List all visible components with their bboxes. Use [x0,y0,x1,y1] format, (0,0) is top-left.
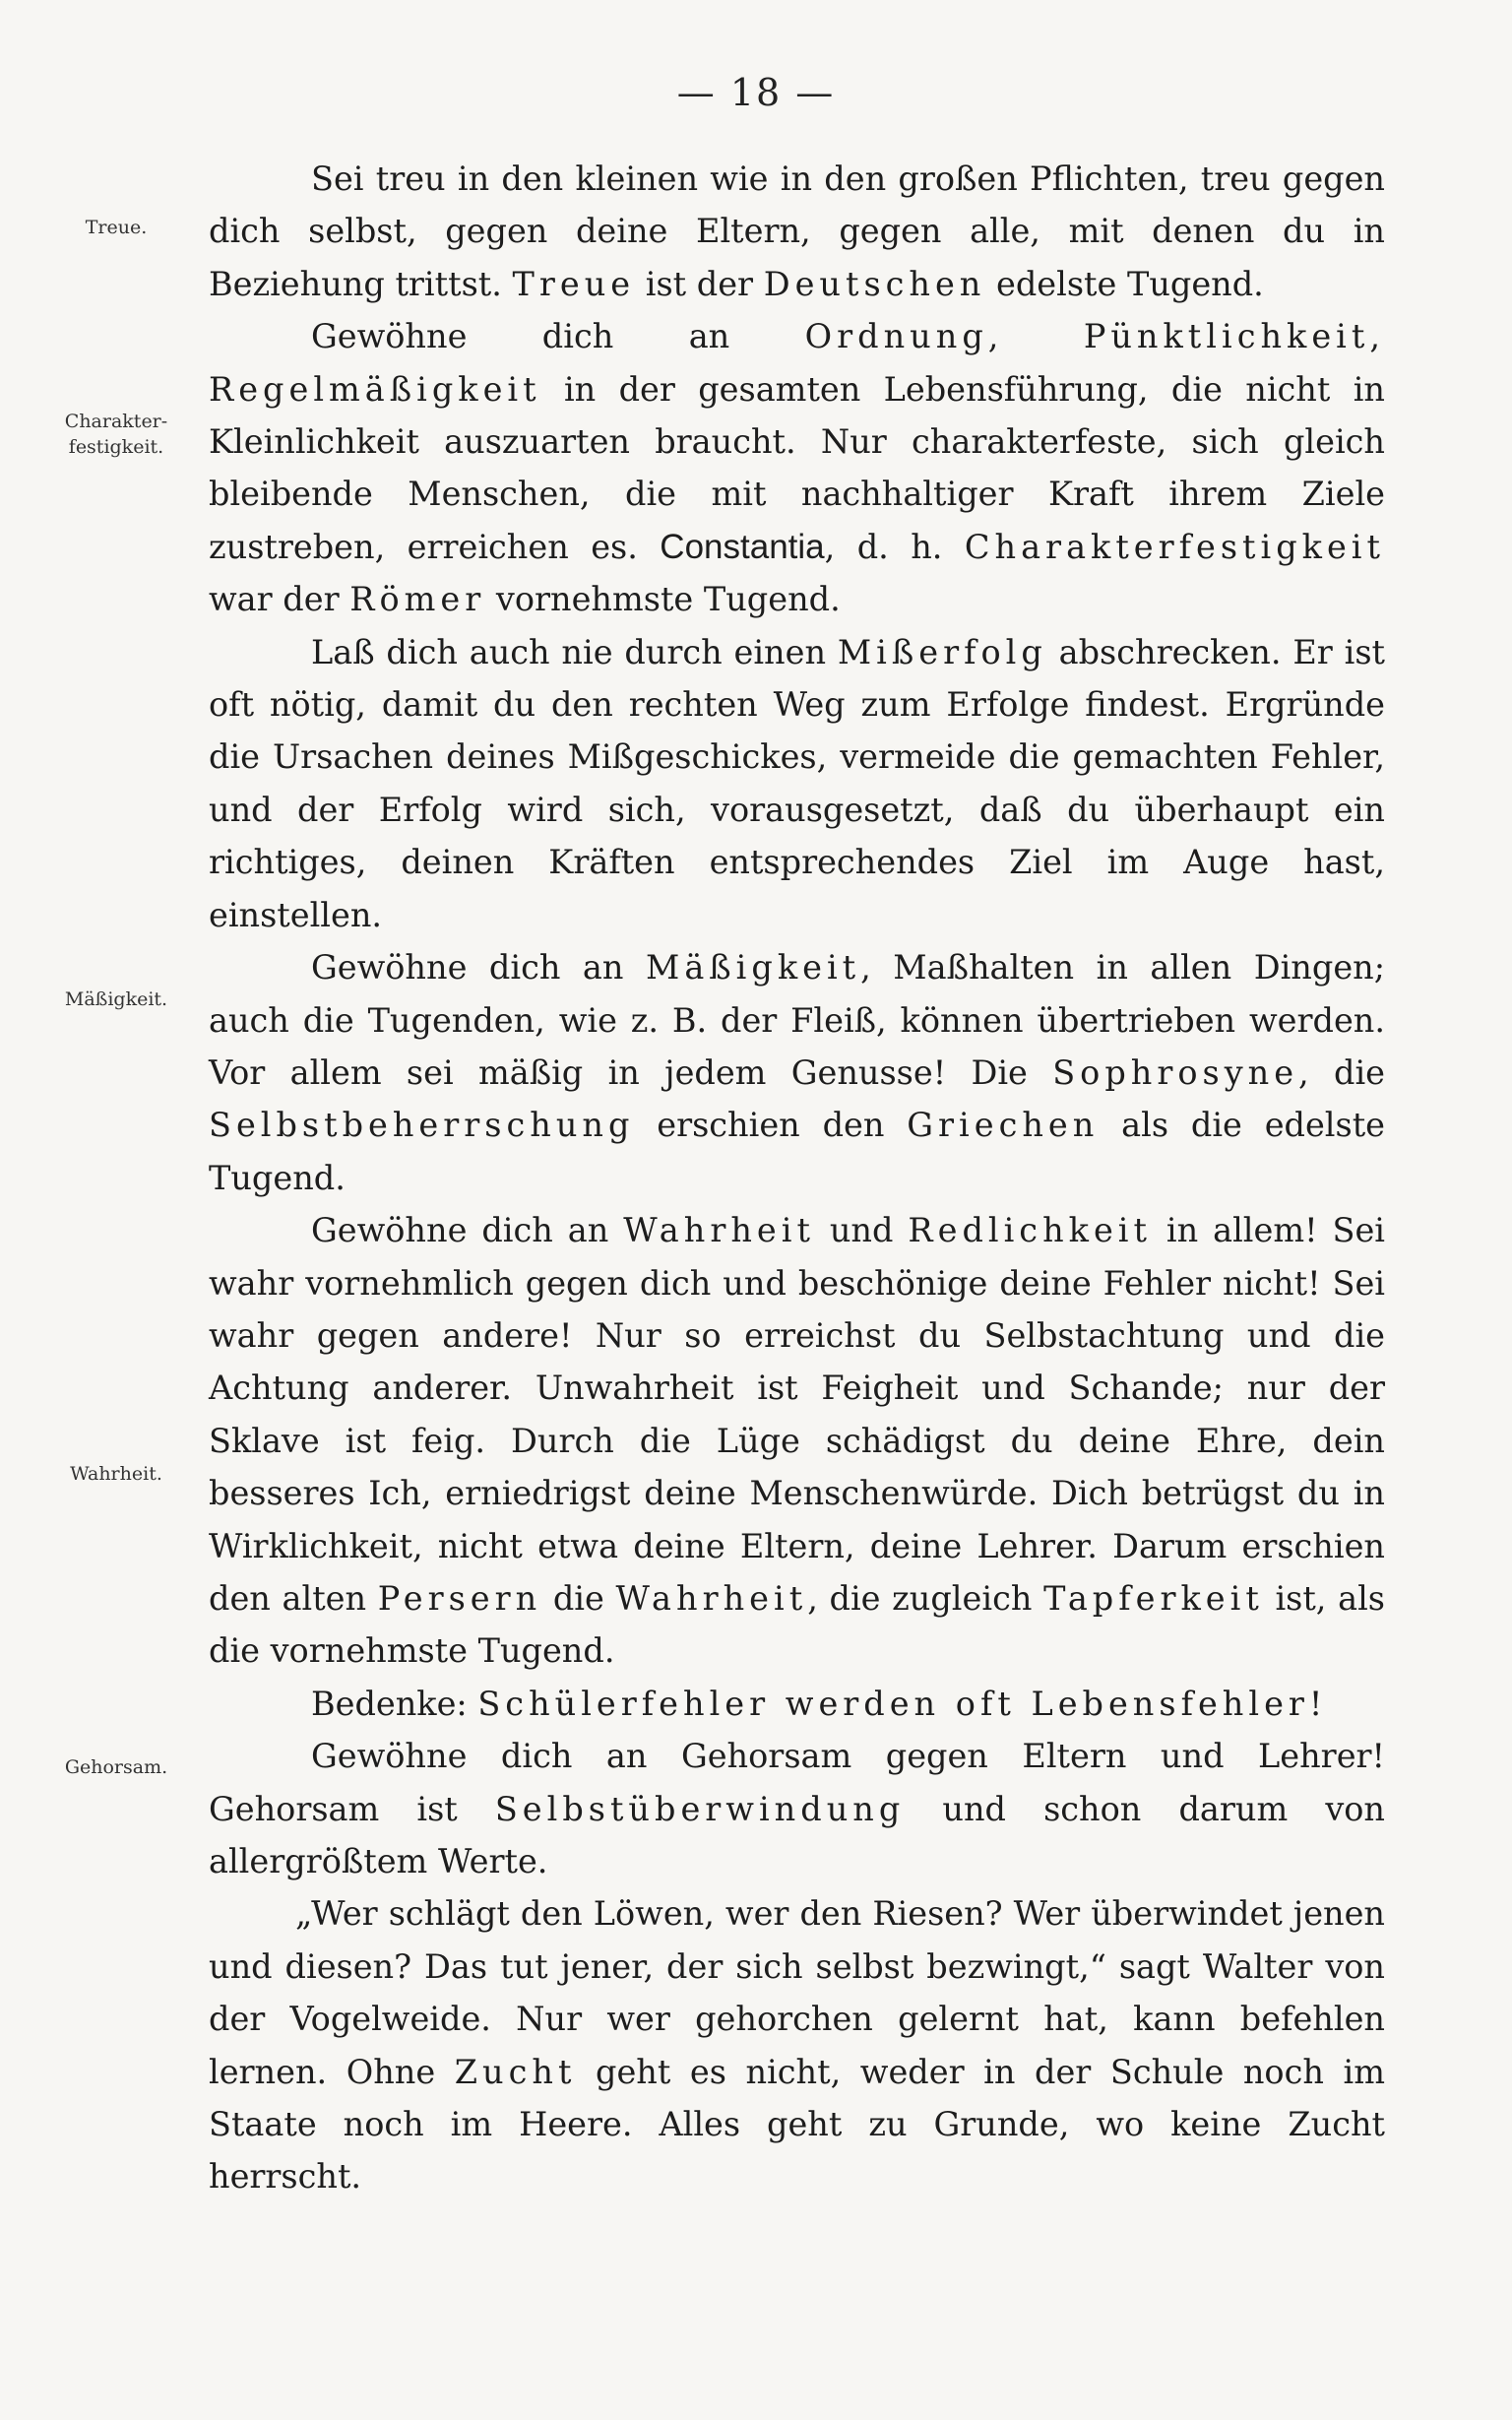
text-run: Sei treu in den kleinen wie in den großen Pflichten, treu gegen dich selbst, gegen deine Eltern, gegen alle, mit denen du in Beziehung trittst. [209,159,1385,303]
text-run: vornehmste Tugend. [485,580,841,619]
text-run: und schon darum von allergrößtem Werte. [209,1789,1385,1880]
paragraph-wahrheit [209,1204,1385,1678]
text-run: Gewöhne dich an [311,317,805,356]
text-run: , die zugleich [807,1578,1044,1618]
text-run: , Maßhalten in allen Dingen; auch die Tugenden, wie z. B. der Fleiß, können übertrieben werden. Vor allem sei mäßig in jedem Genusse! Die [209,948,1386,1092]
emphasis-deutschen: Deutschen [763,264,986,303]
text-run: Gewöhne dich an [311,948,647,987]
paragraph-misserfolg [209,626,1385,941]
text-run: und [814,1211,909,1250]
emphasis-charakterfestigkeit: Charakterfestigkeit [964,527,1385,566]
emphasis-ordnung: Ordnung, Pünktlichkeit, Regelmäßigkeit [209,317,1385,409]
margin-note-charakterfestigkeit: Charakter- festigkeit. [64,411,168,458]
margin-note-wahrheit: Wahrheit. [70,1463,162,1485]
text-run: die [541,1578,616,1618]
emphasis-treue: Treue [512,264,636,303]
text-run: Gewöhne dich an Gehorsam gegen Eltern und Lehrer! Gehorsam ist [209,1737,1385,1828]
margin-note-gehorsam: Gehorsam. [64,1756,168,1778]
text-run: als die edelste Tugend. [209,1106,1385,1197]
text-run: edelste Tugend. [985,264,1264,303]
emphasis-maessigkeit: Mäßigkeit [646,948,861,987]
text-run: in der gesamten Lebensführung, die nicht in Kleinlichkeit auszuarten braucht. Nur charakterfeste, sich gleich bleibende Menschen, die mit nachhaltiger Kraft ihrem Ziele zustreben, erreichen es. [209,369,1385,566]
emphasis-sophrosyne: Sophrosyne [1052,1052,1299,1092]
text-run: „Wer schlägt den Löwen, wer den Riesen? Wer überwindet jenen und diesen? Das tut jener, der sich selbst bezwingt,“ sagt Walter von der Vogelweide. Nur wer gehorchen gelernt hat, kann befehlen lernen. Ohne [209,1894,1385,2091]
text-run: war der [209,580,350,619]
emphasis-schuelerfehler: Schülerfehler werden oft Lebensfehler! [477,1684,1328,1723]
text-run: , die [1298,1052,1385,1092]
text-run: Bedenke: [311,1684,478,1723]
paragraph-zucht [209,1887,1385,2202]
text-run: Laß dich auch nie durch einen [311,632,838,671]
emphasis-selbstbeherrschung: Selbstbeherrschung [209,1106,635,1145]
text-run: Gewöhne dich an [311,1211,624,1250]
paragraph-gehorsam [209,1730,1385,1887]
paragraph-bedenke [209,1678,1385,1730]
emphasis-roemer: Römer [349,580,486,619]
body-text [209,153,1385,2203]
emphasis-misserfolg: Mißerfolg [837,632,1047,671]
emphasis-wahrheit-2: Wahrheit [615,1578,808,1618]
margin-note-maessigkeit: Mäßigkeit. [64,988,168,1010]
text-run: erschien den [634,1106,908,1145]
text-run: ist, als die vornehmste Tugend. [209,1578,1385,1671]
text-run: , d. h. [824,527,965,566]
page-number: — 18 — [676,71,836,114]
emphasis-redlichkeit: Redlichkeit [908,1211,1152,1250]
latin-constantia: Constantia [660,527,825,566]
margin-note-treue: Treue. [85,217,148,238]
text-run: in allem! Sei wahr vornehmlich gegen dich und beschönige deine Fehler nicht! Sei wahr gegen andere! Nur so erreichst du Selbstachtung und die Achtung anderer. Unwahrheit ist Feigheit und Schande; nur der Sklave ist feig. Durch die Lüge schädigst du deine Ehre, dein besseres Ich, erniedrigst deine Menschenwürde. Dich betrügst du in Wirklichkeit, nicht etwa deine Eltern, deine Lehrer. Darum erschien den alten [209,1211,1385,1618]
text-run: geht es nicht, weder in der Schule noch im Staate noch im Heere. Alles geht zu Grunde, wo keine Zucht herrscht. [209,2052,1385,2197]
emphasis-griechen: Griechen [907,1106,1100,1145]
emphasis-wahrheit: Wahrheit [623,1211,815,1250]
paragraph-maessigkeit [209,941,1385,1204]
emphasis-tapferkeit: Tapferkeit [1043,1578,1264,1618]
paragraph-ordnung [209,310,1385,625]
emphasis-persern: Persern [377,1578,542,1618]
text-run: abschrecken. Er ist oft nötig, damit du den rechten Weg zum Erfolge findest. Ergründe die Ursachen deines Mißgeschickes, vermeide die gemachten Fehler, und der Erfolg wird sich, vorausgesetzt, daß du überhaupt ein richtiges, deinen Kräften entsprechendes Ziel im Auge hast, einstellen. [209,632,1385,934]
text-run: ist der [635,264,764,303]
emphasis-zucht: Zucht [454,2052,577,2091]
paragraph-treue [209,153,1385,310]
emphasis-selbstueberwindung: Selbstüberwindung [494,1789,906,1828]
